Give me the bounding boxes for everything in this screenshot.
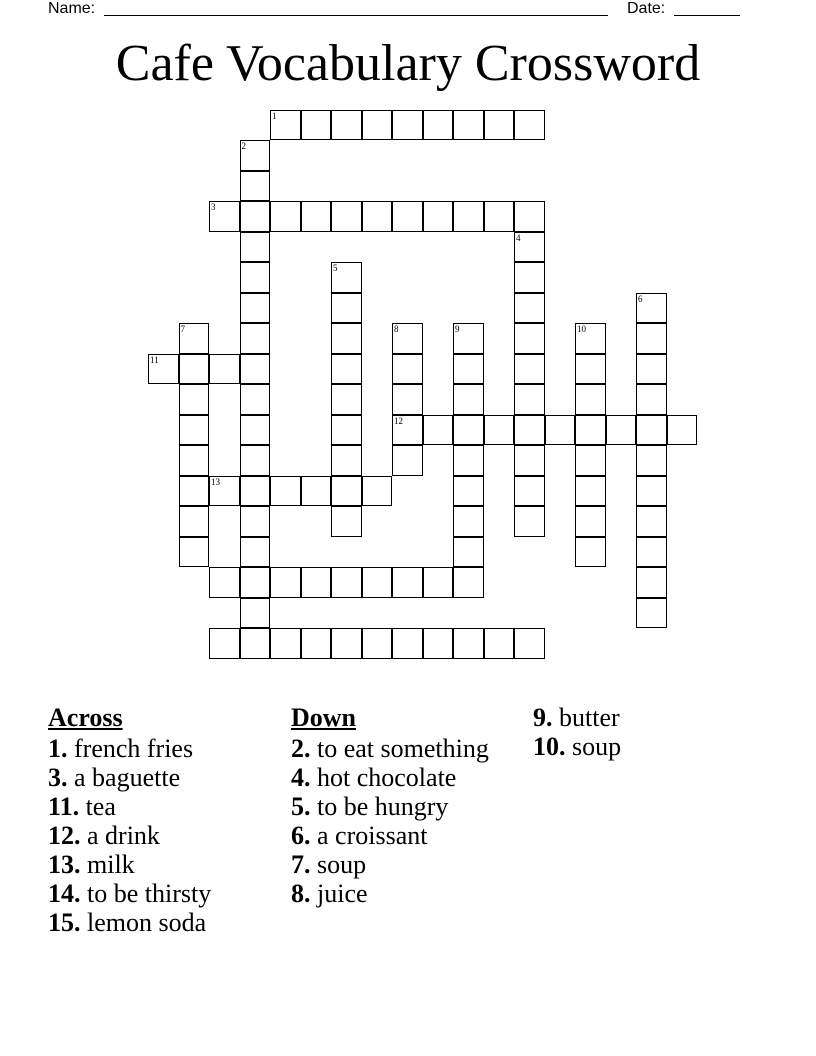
grid-cell[interactable]: [362, 567, 393, 598]
grid-cell[interactable]: [179, 384, 210, 415]
grid-cell[interactable]: [179, 354, 210, 385]
grid-cell[interactable]: [423, 628, 454, 659]
grid-cell[interactable]: [636, 476, 667, 507]
grid-cell[interactable]: [453, 628, 484, 659]
cell-number: 2: [241, 141, 246, 151]
clue-item: [48, 850, 278, 879]
grid-cell[interactable]: [209, 354, 240, 385]
clue-item: [48, 792, 278, 821]
cell-number: 3: [211, 202, 216, 212]
clue-number: 2.: [291, 734, 311, 763]
clue-number: 4.: [291, 763, 311, 792]
cell-number: 6: [638, 293, 643, 304]
grid-cell[interactable]: [301, 201, 332, 232]
clue-number: 10.: [533, 732, 566, 761]
cell-number: 7: [180, 324, 185, 334]
name-label: Name:: [48, 0, 96, 17]
grid-cell[interactable]: [240, 567, 271, 598]
grid-cell[interactable]: [240, 628, 271, 659]
clue-number: 7.: [291, 850, 311, 879]
clue-number: 9.: [533, 703, 553, 732]
grid-cell[interactable]: [484, 628, 515, 659]
cell-number: 4: [516, 232, 521, 243]
cell-number: 5: [333, 263, 338, 273]
grid-cell[interactable]: [362, 476, 393, 507]
grid-cell[interactable]: [240, 293, 271, 324]
grid-cell[interactable]: [575, 445, 606, 476]
grid-cell[interactable]: [301, 567, 332, 598]
grid-cell[interactable]: [453, 506, 484, 537]
grid-cell[interactable]: [423, 110, 454, 141]
grid-cell[interactable]: [575, 384, 606, 415]
grid-cell[interactable]: [148, 354, 179, 385]
clue-item: [291, 879, 521, 908]
clue-text: a baguette: [67, 763, 181, 792]
grid-cell[interactable]: [636, 567, 667, 598]
grid-cell[interactable]: [484, 201, 515, 232]
grid-cell[interactable]: [636, 354, 667, 385]
grid-cell[interactable]: [240, 323, 271, 354]
grid-cell[interactable]: [331, 293, 362, 324]
clue-item: [291, 763, 521, 792]
clue-item: [291, 734, 521, 763]
header-line: [48, 0, 748, 20]
clue-number: 15.: [48, 908, 81, 937]
grid-cell[interactable]: [453, 384, 484, 415]
across-heading: Across: [48, 703, 123, 732]
grid-cell[interactable]: [453, 110, 484, 141]
grid-cell[interactable]: [423, 201, 454, 232]
grid-cell[interactable]: [453, 201, 484, 232]
clue-text: butter: [552, 703, 620, 732]
cell-number: 13: [211, 476, 220, 487]
clue-number: 1.: [48, 734, 68, 763]
grid-cell[interactable]: [636, 384, 667, 415]
across-clues: [48, 703, 278, 937]
grid-cell[interactable]: [514, 232, 545, 263]
grid-cell[interactable]: [331, 476, 362, 507]
grid-cell[interactable]: [301, 476, 332, 507]
grid-cell[interactable]: [392, 110, 423, 141]
grid-cell[interactable]: [453, 537, 484, 568]
grid-cell[interactable]: [392, 415, 423, 446]
grid-cell[interactable]: [301, 628, 332, 659]
clue-text: a croissant: [310, 821, 428, 850]
grid-cell[interactable]: [392, 445, 423, 476]
grid-cell[interactable]: [209, 567, 240, 598]
page-title: Cafe Vocabulary Crossword: [115, 35, 701, 92]
grid-cell[interactable]: [331, 445, 362, 476]
clue-number: 12.: [48, 821, 81, 850]
grid-cell[interactable]: [514, 476, 545, 507]
grid-cell[interactable]: [240, 506, 271, 537]
clue-item: [291, 850, 521, 879]
grid-cell[interactable]: [392, 628, 423, 659]
clue-item: [291, 792, 521, 821]
grid-cell[interactable]: [636, 598, 667, 629]
grid-cell[interactable]: [636, 323, 667, 354]
grid-cell[interactable]: [270, 201, 301, 232]
grid-cell[interactable]: [331, 262, 362, 293]
clue-text: french fries: [67, 734, 194, 763]
grid-cell[interactable]: [209, 628, 240, 659]
grid-cell[interactable]: [514, 628, 545, 659]
clue-item: [48, 879, 278, 908]
cell-number: 11: [150, 354, 159, 365]
grid-cell[interactable]: [636, 537, 667, 568]
clue-text: soup: [310, 850, 367, 879]
grid-cell[interactable]: [636, 293, 667, 324]
grid-cell[interactable]: [270, 476, 301, 507]
grid-cell[interactable]: [636, 445, 667, 476]
grid-cell[interactable]: [270, 628, 301, 659]
grid-cell[interactable]: [331, 354, 362, 385]
grid-cell[interactable]: [575, 506, 606, 537]
cell-number: 9: [455, 324, 460, 334]
grid-cell[interactable]: [179, 537, 210, 568]
grid-cell[interactable]: [575, 415, 606, 446]
grid-cell[interactable]: [179, 323, 210, 354]
grid-cell[interactable]: [575, 476, 606, 507]
grid-cell[interactable]: [240, 476, 271, 507]
clue-text: to be hungry: [310, 792, 449, 821]
grid-cell[interactable]: [575, 323, 606, 354]
clue-text: to be thirsty: [80, 879, 212, 908]
grid-cell[interactable]: [362, 628, 393, 659]
grid-cell[interactable]: [423, 415, 454, 446]
clue-item: [533, 703, 763, 732]
clue-text: tea: [79, 792, 116, 821]
clue-text: hot chocolate: [310, 763, 457, 792]
clue-item: [48, 821, 278, 850]
grid-cell[interactable]: [209, 476, 240, 507]
clue-number: 13.: [48, 850, 81, 879]
grid-cell[interactable]: [179, 476, 210, 507]
cell-number: 10: [577, 324, 586, 334]
grid-cell[interactable]: [240, 262, 271, 293]
grid-cell[interactable]: [514, 506, 545, 537]
grid-cell[interactable]: [240, 354, 271, 385]
grid-cell[interactable]: [331, 384, 362, 415]
name-line[interactable]: [104, 15, 608, 16]
grid-cell[interactable]: [514, 293, 545, 324]
grid-cell[interactable]: [240, 232, 271, 263]
down-heading: Down: [291, 703, 357, 732]
clue-number: 6.: [291, 821, 311, 850]
grid-cell[interactable]: [545, 415, 576, 446]
grid-cell[interactable]: [362, 201, 393, 232]
grid-cell[interactable]: [240, 201, 271, 232]
grid-cell[interactable]: [514, 354, 545, 385]
cell-number: 8: [394, 324, 399, 334]
grid-cell[interactable]: [179, 415, 210, 446]
clue-text: milk: [80, 850, 135, 879]
grid-cell[interactable]: [575, 354, 606, 385]
grid-cell[interactable]: [606, 415, 637, 446]
clue-number: 5.: [291, 792, 311, 821]
grid-cell[interactable]: [514, 201, 545, 232]
grid-cell[interactable]: [392, 201, 423, 232]
grid-cell[interactable]: [667, 415, 698, 446]
grid-cell[interactable]: [514, 110, 545, 141]
grid-cell[interactable]: [240, 171, 271, 202]
clue-text: juice: [310, 879, 368, 908]
grid-cell[interactable]: [636, 415, 667, 446]
grid-cell[interactable]: [331, 628, 362, 659]
clue-item: [291, 821, 521, 850]
grid-cell[interactable]: [575, 537, 606, 568]
grid-cell[interactable]: [514, 445, 545, 476]
grid-cell[interactable]: [514, 384, 545, 415]
clue-number: 11.: [48, 792, 80, 821]
grid-cell[interactable]: [331, 415, 362, 446]
date-line[interactable]: [674, 15, 740, 16]
grid-cell[interactable]: [270, 110, 301, 141]
grid-cell[interactable]: [331, 506, 362, 537]
grid-cell[interactable]: [331, 201, 362, 232]
grid-cell[interactable]: [453, 354, 484, 385]
cell-number: 12: [394, 415, 403, 426]
clue-number: 3.: [48, 763, 68, 792]
grid-cell[interactable]: [514, 262, 545, 293]
grid-cell[interactable]: [240, 537, 271, 568]
grid-cell[interactable]: [453, 445, 484, 476]
clue-number: 14.: [48, 879, 81, 908]
clue-text: to eat something: [310, 734, 489, 763]
grid-cell[interactable]: [240, 445, 271, 476]
grid-cell[interactable]: [331, 567, 362, 598]
clue-text: soup: [565, 732, 622, 761]
grid-cell[interactable]: [392, 567, 423, 598]
grid-cell[interactable]: [240, 384, 271, 415]
clue-item: [48, 908, 278, 937]
grid-cell[interactable]: [453, 415, 484, 446]
grid-cell[interactable]: [453, 323, 484, 354]
grid-cell[interactable]: [240, 598, 271, 629]
grid-cell[interactable]: [301, 110, 332, 141]
grid-cell[interactable]: [514, 323, 545, 354]
grid-cell[interactable]: [331, 110, 362, 141]
grid-cell[interactable]: [362, 110, 393, 141]
down-clues-continued: [533, 703, 763, 761]
grid-cell[interactable]: [423, 567, 454, 598]
grid-cell[interactable]: [453, 567, 484, 598]
grid-cell[interactable]: [392, 354, 423, 385]
grid-cell[interactable]: [484, 110, 515, 141]
grid-cell[interactable]: [331, 323, 362, 354]
clue-item: [48, 763, 278, 792]
grid-cell[interactable]: [240, 415, 271, 446]
date-label: Date:: [627, 0, 666, 17]
grid-cell[interactable]: [179, 445, 210, 476]
clue-item: [533, 732, 763, 761]
grid-cell[interactable]: [209, 201, 240, 232]
grid-cell[interactable]: [514, 415, 545, 446]
grid-cell[interactable]: [636, 506, 667, 537]
grid-cell[interactable]: [240, 140, 271, 171]
cell-number: 1: [272, 110, 277, 121]
grid-cell[interactable]: [179, 506, 210, 537]
grid-cell[interactable]: [392, 323, 423, 354]
grid-cell[interactable]: [484, 415, 515, 446]
grid-cell[interactable]: [453, 476, 484, 507]
grid-cell[interactable]: [392, 384, 423, 415]
clue-text: lemon soda: [80, 908, 207, 937]
down-clues: [291, 703, 521, 908]
clue-number: 8.: [291, 879, 311, 908]
clue-item: [48, 734, 278, 763]
grid-cell[interactable]: [270, 567, 301, 598]
clue-text: a drink: [80, 821, 160, 850]
